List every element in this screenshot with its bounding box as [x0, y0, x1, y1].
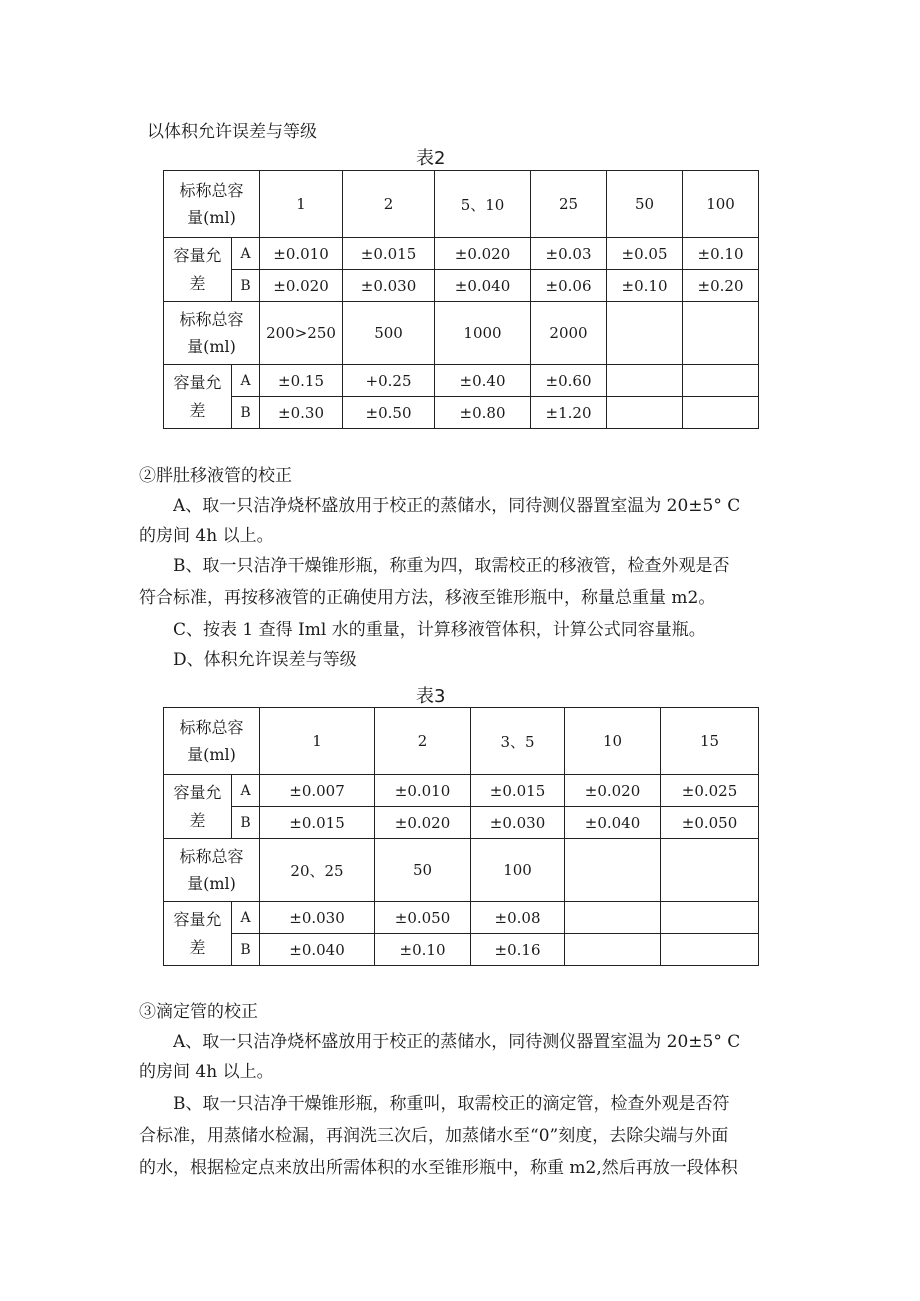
capacity-cell: 2: [375, 708, 471, 775]
table2: [163, 170, 759, 429]
table3-capacity-row-1: [164, 708, 759, 775]
capacity-cell: 20、25: [260, 839, 375, 902]
grade-b-label: B: [232, 807, 260, 839]
tolerance-cell: ±0.010: [375, 775, 471, 807]
section2-step-a-line2: 的房间 4h 以上。: [139, 526, 274, 546]
intro-heading: 以体积允许误差与等级: [147, 122, 317, 142]
section3-step-b-line3: 的水，根据检定点来放出所需体积的水至锥形瓶中，称重 m2,然后再放一段体积: [139, 1158, 738, 1178]
tolerance-cell: [565, 934, 661, 966]
capacity-cell: [565, 839, 661, 902]
table2-capacity-row-2: [164, 302, 759, 365]
capacity-cell: 1000: [435, 302, 531, 365]
tolerance-cell: ±0.010: [260, 238, 343, 270]
tolerance-cell: ±0.020: [375, 807, 471, 839]
capacity-cell: 5、10: [435, 171, 531, 238]
capacity-cell: [607, 302, 683, 365]
tolerance-cell: ±0.40: [435, 365, 531, 397]
grade-b-label: B: [232, 397, 260, 429]
tolerance-label: 容量允 差: [164, 365, 232, 429]
tolerance-cell: ±0.050: [661, 807, 759, 839]
section2-step-b-line1: B、取一只洁净干燥锥形瓶，称重为四，取需校正的移液管，检查外观是否: [173, 556, 730, 576]
capacity-cell: 2000: [531, 302, 607, 365]
capacity-cell: 100: [471, 839, 565, 902]
tolerance-cell: [607, 397, 683, 429]
table2-grade-b-row-2: [164, 397, 759, 429]
tolerance-cell: ±0.015: [260, 807, 375, 839]
tolerance-cell: ±0.15: [260, 365, 343, 397]
nominal-capacity-label: 标称总容 量(ml): [164, 302, 260, 365]
tolerance-cell: ±0.06: [531, 270, 607, 302]
tolerance-cell: ±0.03: [531, 238, 607, 270]
tolerance-label: 容量允 差: [164, 775, 232, 839]
section3-step-a-line1: A、取一只洁净烧杯盛放用于校正的蒸储水，同待测仪器置室温为 20±5° C: [173, 1032, 741, 1052]
tolerance-cell: ±0.16: [471, 934, 565, 966]
tolerance-cell: [565, 902, 661, 934]
tolerance-cell: ±0.040: [435, 270, 531, 302]
tolerance-cell: ±0.08: [471, 902, 565, 934]
tolerance-cell: ±0.050: [375, 902, 471, 934]
capacity-cell: [683, 302, 759, 365]
capacity-cell: 100: [683, 171, 759, 238]
grade-b-label: B: [232, 270, 260, 302]
tolerance-cell: ±0.60: [531, 365, 607, 397]
capacity-cell: [661, 839, 759, 902]
tolerance-cell: ±0.040: [565, 807, 661, 839]
grade-a-label: A: [232, 365, 260, 397]
table2-grade-b-row-1: [164, 270, 759, 302]
table3-caption: 表3: [416, 686, 446, 707]
tolerance-cell: ±0.040: [260, 934, 375, 966]
table3-grade-b-row-2: [164, 934, 759, 966]
section3-step-a-line2: 的房间 4h 以上。: [139, 1062, 274, 1082]
section2-step-c: C、按表 1 查得 Iml 水的重量，计算移液管体积，计算公式同容量瓶。: [173, 620, 706, 640]
tolerance-cell: ±0.030: [260, 902, 375, 934]
tolerance-cell: ±0.020: [260, 270, 343, 302]
tolerance-cell: ±0.030: [343, 270, 435, 302]
capacity-cell: 500: [343, 302, 435, 365]
capacity-cell: 50: [607, 171, 683, 238]
tolerance-cell: ±0.80: [435, 397, 531, 429]
tolerance-cell: ±0.50: [343, 397, 435, 429]
tolerance-label: 容量允 差: [164, 238, 232, 302]
grade-a-label: A: [232, 775, 260, 807]
tolerance-cell: ±0.10: [683, 238, 759, 270]
nominal-capacity-label: 标称总容 量(ml): [164, 839, 260, 902]
section3-step-b-line2: 合标准，用蒸储水检漏，再润洗三次后，加蒸储水至“0”刻度，去除尖端与外面: [139, 1126, 729, 1146]
capacity-cell: 15: [661, 708, 759, 775]
table2-capacity-row-1: [164, 171, 759, 238]
tolerance-cell: [607, 365, 683, 397]
grade-a-label: A: [232, 238, 260, 270]
table2-grade-a-row-1: [164, 238, 759, 270]
tolerance-cell: ±0.020: [565, 775, 661, 807]
section2-step-d: D、体积允许误差与等级: [173, 650, 357, 670]
table3-grade-a-row-2: [164, 902, 759, 934]
tolerance-cell: ±0.20: [683, 270, 759, 302]
grade-b-label: B: [232, 934, 260, 966]
tolerance-cell: ±0.05: [607, 238, 683, 270]
tolerance-cell: ±0.30: [260, 397, 343, 429]
tolerance-label: 容量允 差: [164, 902, 232, 966]
tolerance-cell: ±1.20: [531, 397, 607, 429]
capacity-cell: 25: [531, 171, 607, 238]
tolerance-cell: [683, 365, 759, 397]
table3: [163, 707, 759, 966]
section2-heading: ②胖肚移液管的校正: [139, 466, 292, 486]
capacity-cell: 2: [343, 171, 435, 238]
table3-capacity-row-2: [164, 839, 759, 902]
capacity-cell: 50: [375, 839, 471, 902]
section3-heading: ③滴定管的校正: [139, 1002, 258, 1022]
section3-step-b-line1: B、取一只洁净干燥锥形瓶，称重叫，取需校正的滴定管，检查外观是否符: [173, 1094, 730, 1114]
section2-step-a-line1: A、取一只洁净烧杯盛放用于校正的蒸储水，同待测仪器置室温为 20±5° C: [173, 496, 741, 516]
capacity-cell: 200>250: [260, 302, 343, 365]
tolerance-cell: [661, 934, 759, 966]
capacity-cell: 3、5: [471, 708, 565, 775]
table2-grade-a-row-2: [164, 365, 759, 397]
tolerance-cell: +0.25: [343, 365, 435, 397]
table2-caption: 表2: [416, 148, 446, 169]
tolerance-cell: ±0.015: [343, 238, 435, 270]
capacity-cell: 1: [260, 171, 343, 238]
tolerance-cell: ±0.030: [471, 807, 565, 839]
tolerance-cell: ±0.007: [260, 775, 375, 807]
table3-grade-a-row-1: [164, 775, 759, 807]
grade-a-label: A: [232, 902, 260, 934]
tolerance-cell: ±0.10: [607, 270, 683, 302]
table3-grade-b-row-1: [164, 807, 759, 839]
tolerance-cell: ±0.020: [435, 238, 531, 270]
section2-step-b-line2: 符合标准，再按移液管的正确使用方法，移液至锥形瓶中，称量总重量 m2。: [139, 588, 716, 608]
tolerance-cell: ±0.025: [661, 775, 759, 807]
capacity-cell: 1: [260, 708, 375, 775]
nominal-capacity-label: 标称总容 量(ml): [164, 708, 260, 775]
nominal-capacity-label: 标称总容 量(ml): [164, 171, 260, 238]
tolerance-cell: [683, 397, 759, 429]
tolerance-cell: [661, 902, 759, 934]
tolerance-cell: ±0.015: [471, 775, 565, 807]
tolerance-cell: ±0.10: [375, 934, 471, 966]
capacity-cell: 10: [565, 708, 661, 775]
